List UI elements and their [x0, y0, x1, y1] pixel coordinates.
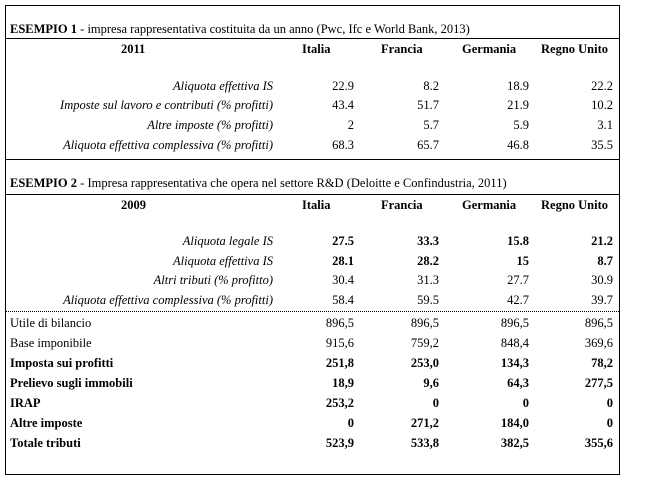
example1-title-rule: [6, 38, 619, 39]
row-label: Imposte sul lavoro e contributi (% profitti): [60, 98, 273, 112]
example2-header-row: [6, 196, 619, 214]
row-label: Aliquota effettiva complessiva (% profitti): [63, 138, 273, 152]
example2-title: [6, 174, 619, 192]
example1-col-francia: Francia: [381, 42, 423, 56]
value-regno-unito: 22.2: [591, 79, 613, 93]
value-francia: 31.3: [417, 273, 439, 287]
example1-row: [6, 136, 619, 154]
value-germania: 848,4: [500, 336, 529, 350]
value-francia: 5.7: [423, 118, 439, 132]
value-germania: 5.9: [513, 118, 529, 132]
example1-title: [6, 20, 619, 38]
value-italia: 251,8: [325, 356, 354, 370]
example2-amount-row: [6, 374, 619, 392]
value-regno-unito: 10.2: [591, 98, 613, 112]
row-label: Base imponibile: [10, 336, 92, 350]
example1-row: [6, 77, 619, 95]
value-francia: 896,5: [410, 316, 439, 330]
value-germania: 15: [516, 254, 529, 268]
example2-rate-row: [6, 271, 619, 289]
value-italia: 253,2: [325, 396, 354, 410]
example2-title-rule: [6, 194, 619, 195]
value-germania: 382,5: [500, 436, 529, 450]
row-label: Aliquota effettiva complessiva (% profitti): [63, 293, 273, 307]
value-germania: 184,0: [500, 416, 529, 430]
value-germania: 46.8: [507, 138, 529, 152]
example2-rate-row: [6, 252, 619, 270]
row-label: IRAP: [10, 396, 41, 410]
value-italia: 22.9: [332, 79, 354, 93]
row-label: Aliquota effettiva IS: [173, 254, 273, 268]
example2-col-germania: Germania: [462, 198, 517, 212]
value-italia: 68.3: [332, 138, 354, 152]
value-francia: 28.2: [417, 254, 439, 268]
example2-amount-row: [6, 314, 619, 332]
example1-row: [6, 96, 619, 114]
example1-row: [6, 116, 619, 134]
value-regno-unito: 277,5: [584, 376, 613, 390]
example1-col-regno-unito: Regno Unito: [541, 42, 609, 56]
value-italia: 58.4: [332, 293, 354, 307]
value-francia: 253,0: [410, 356, 439, 370]
value-italia: 896,5: [325, 316, 354, 330]
value-regno-unito: 21.2: [591, 234, 613, 248]
value-francia: 8.2: [423, 79, 439, 93]
example2-amount-row: [6, 354, 619, 372]
example2-amount-row: [6, 414, 619, 432]
value-germania: 0: [522, 396, 529, 410]
value-regno-unito: 0: [606, 416, 613, 430]
example2-col-italia: Italia: [302, 198, 331, 212]
example1-header-row: [6, 40, 619, 58]
section-divider: [6, 159, 619, 160]
value-francia: 51.7: [417, 98, 439, 112]
value-germania: 21.9: [507, 98, 529, 112]
row-label: Aliquota effettiva IS: [173, 79, 273, 93]
row-label: Totale tributi: [10, 436, 81, 450]
example2-col-regno-unito: Regno Unito: [541, 198, 609, 212]
example1-title-bold: ESEMPIO 1: [10, 22, 78, 36]
example2-amount-row: [6, 434, 619, 452]
example2-rate-row: [6, 232, 619, 250]
example2-title-text: [10, 174, 507, 192]
example2-year: 2009: [121, 198, 146, 212]
value-francia: 65.7: [417, 138, 439, 152]
example2-title-rest: - Impresa rappresentativa che opera nel settore R&D (Deloitte e Confindustria, 2011): [77, 176, 507, 190]
value-francia: 271,2: [410, 416, 439, 430]
value-regno-unito: 355,6: [584, 436, 613, 450]
value-regno-unito: 896,5: [584, 316, 613, 330]
value-regno-unito: 30.9: [591, 273, 613, 287]
value-germania: 896,5: [500, 316, 529, 330]
value-regno-unito: 35.5: [591, 138, 613, 152]
value-francia: 759,2: [410, 336, 439, 350]
row-label: Altre imposte: [10, 416, 83, 430]
value-italia: 28.1: [332, 254, 354, 268]
value-italia: 27.5: [332, 234, 354, 248]
example2-title-bold: ESEMPIO 2: [10, 176, 78, 190]
value-francia: 59.5: [417, 293, 439, 307]
example2-amount-row: [6, 394, 619, 412]
value-regno-unito: 3.1: [597, 118, 613, 132]
value-germania: 15.8: [507, 234, 529, 248]
example2-col-francia: Francia: [381, 198, 423, 212]
row-label: Altre imposte (% profitti): [147, 118, 273, 132]
value-italia: 2: [347, 118, 354, 132]
value-regno-unito: 369,6: [584, 336, 613, 350]
example2-amount-row: [6, 334, 619, 352]
value-italia: 30.4: [332, 273, 354, 287]
value-francia: 9,6: [423, 376, 439, 390]
value-italia: 43.4: [332, 98, 354, 112]
example2-rate-row: [6, 291, 619, 309]
value-germania: 27.7: [507, 273, 529, 287]
value-regno-unito: 78,2: [591, 356, 613, 370]
example1-col-germania: Germania: [462, 42, 517, 56]
example1-title-rest: - impresa rappresentativa costituita da un anno (Pwc, Ifc e World Bank, 2013): [77, 22, 470, 36]
value-italia: 523,9: [325, 436, 354, 450]
value-italia: 0: [347, 416, 354, 430]
value-francia: 533,8: [410, 436, 439, 450]
row-label: Imposta sui profitti: [10, 356, 114, 370]
value-germania: 18.9: [507, 79, 529, 93]
value-germania: 42.7: [507, 293, 529, 307]
value-regno-unito: 39.7: [591, 293, 613, 307]
row-label: Aliquota legale IS: [182, 234, 273, 248]
value-italia: 18,9: [332, 376, 354, 390]
value-francia: 33.3: [417, 234, 439, 248]
value-italia: 915,6: [325, 336, 354, 350]
value-francia: 0: [432, 396, 439, 410]
example1-year: 2011: [121, 42, 146, 56]
row-label: Prelievo sugli immobili: [10, 376, 133, 390]
value-regno-unito: 0: [606, 396, 613, 410]
example1-title-text: [10, 20, 470, 38]
row-label: Altri tributi (% profitto): [153, 273, 273, 287]
amounts-divider: [6, 311, 619, 312]
example1-col-italia: Italia: [302, 42, 331, 56]
value-germania: 134,3: [500, 356, 529, 370]
value-regno-unito: 8.7: [597, 254, 613, 268]
row-label: Utile di bilancio: [10, 316, 92, 330]
value-germania: 64,3: [507, 376, 529, 390]
tax-comparison-table: [5, 5, 620, 475]
